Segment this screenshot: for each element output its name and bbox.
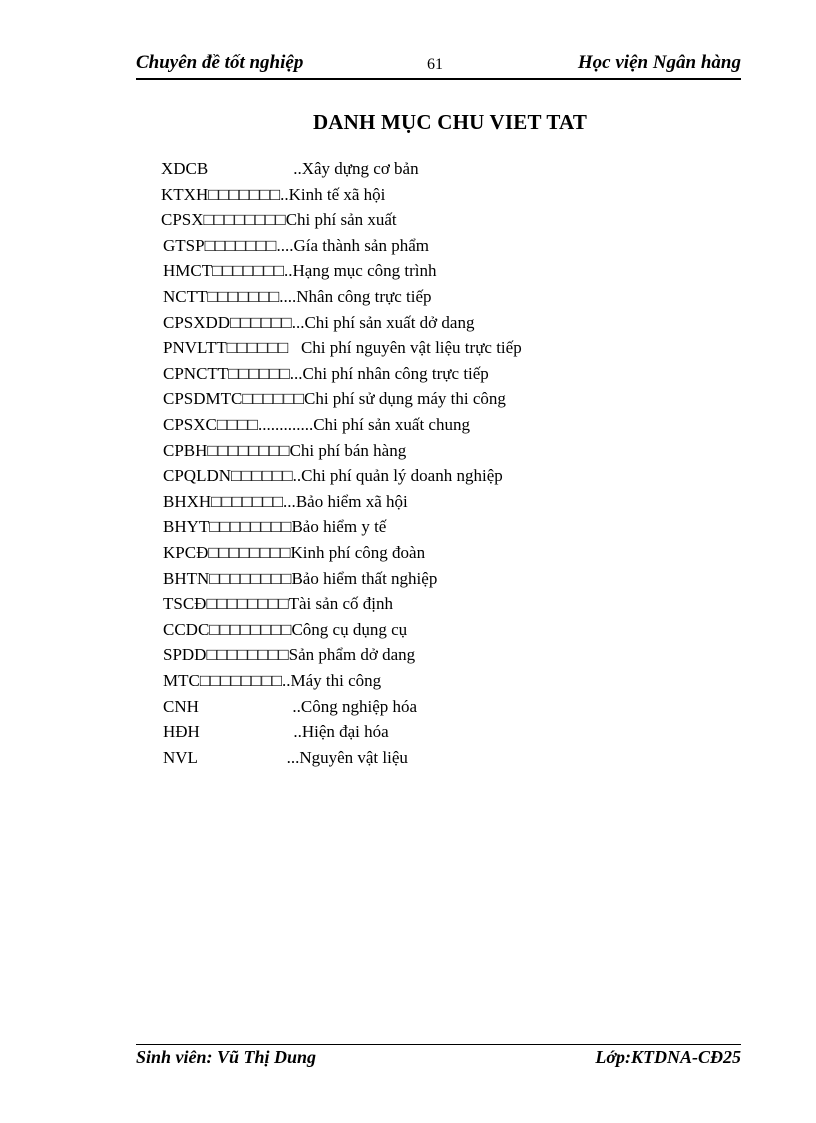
abbreviation-code: TSCĐ (163, 594, 207, 614)
abbreviation-separator: □□□□□□□□ (209, 517, 292, 537)
abbreviation-meaning: Máy thi công (290, 671, 382, 690)
abbreviation-code: HMCT (163, 261, 213, 281)
abbreviation-code: CPNCTT (163, 363, 229, 383)
abbreviation-code: CPBH (163, 440, 208, 460)
abbreviation-code: SPDD (163, 645, 207, 665)
abbreviation-separator: □□□□□□□□ (207, 440, 290, 460)
abbreviation-meaning: Bảo hiểm y tế (291, 517, 387, 537)
abbreviation-row (163, 642, 415, 667)
abbreviation-meaning: Hiện đại hóa (301, 722, 389, 742)
abbreviation-separator: .. (208, 159, 302, 178)
page-footer (136, 1044, 741, 1071)
abbreviation-row (161, 182, 385, 207)
abbreviation-meaning: Bảo hiểm thất nghiệp (291, 568, 438, 588)
abbreviation-meaning: Chi phí nhân công trực tiếp (302, 363, 489, 383)
abbreviation-row (163, 668, 381, 693)
page-number: 61 (427, 56, 443, 73)
abbreviation-row (163, 438, 406, 463)
abbreviation-meaning: Kinh tế xã hội (288, 184, 386, 204)
abbreviation-code: GTSP (163, 235, 205, 255)
abbreviation-meaning: Chi phí bán hàng (289, 440, 407, 460)
footer-class: Lớp:KTDNA-CĐ25 (595, 1047, 741, 1067)
abbreviation-separator: □□□□□□□... (211, 491, 296, 511)
abbreviation-row (163, 617, 407, 642)
abbreviation-row (163, 233, 429, 258)
abbreviation-code: KTXH (161, 184, 209, 204)
abbreviation-meaning: Gía thành sản phẩm (293, 235, 429, 255)
abbreviation-code: BHXH (163, 491, 212, 511)
abbreviation-separator: □□□□□□□.... (204, 235, 294, 255)
abbreviation-row (161, 156, 419, 181)
abbreviation-code: KPCĐ (163, 543, 209, 562)
abbreviation-code: PNVLTT (163, 338, 227, 358)
abbreviation-separator: .. (198, 696, 301, 716)
abbreviation-row (163, 694, 417, 719)
abbreviation-code: CCDC (163, 619, 210, 639)
abbreviation-row (163, 463, 503, 488)
abbreviation-row (163, 540, 425, 565)
abbreviation-row (163, 258, 437, 283)
abbreviation-separator: □□□□□□□□ (209, 619, 292, 639)
abbreviation-separator: □□□□□□... (230, 312, 305, 332)
abbreviation-row (163, 412, 470, 437)
abbreviation-code: CPQLDN (163, 466, 232, 486)
abbreviation-code: CPSX (161, 210, 204, 230)
abbreviation-meaning: Chi phí sản xuất (285, 210, 397, 230)
abbreviation-row (161, 207, 397, 232)
abbreviation-meaning: Chi phí nguyên vật liệu trực tiếp (300, 338, 522, 358)
abbreviation-meaning: Kinh phí công đoàn (290, 543, 426, 562)
abbreviation-separator: □□□□□□□.. (212, 261, 293, 281)
abbreviation-code: CNH (163, 696, 199, 716)
header-document-type: Chuyên đề tốt nghiệp (136, 52, 304, 73)
abbreviation-row (163, 310, 474, 335)
abbreviation-code: NCTT (163, 287, 208, 306)
abbreviation-meaning: Chi phí sản xuất dở dang (304, 312, 475, 332)
abbreviation-separator: □□□□□□ (242, 389, 304, 409)
abbreviation-separator: □□□□□□ (226, 338, 301, 358)
abbreviation-code: CPSDMTC (163, 389, 243, 409)
abbreviation-separator: □□□□□□□□ (206, 594, 289, 614)
abbreviation-row (163, 566, 437, 591)
page-title: DANH MỤC CHU VIET TAT (312, 110, 588, 134)
abbreviation-meaning: Nhân công trực tiếp (296, 287, 432, 306)
abbreviation-separator: □□□□□□□□.. (199, 671, 291, 690)
abbreviation-meaning: Nguyên vật liệu (299, 747, 408, 767)
abbreviation-separator: .. (199, 722, 302, 742)
abbreviation-row (163, 489, 408, 514)
abbreviation-code: CPSXDD (163, 312, 231, 332)
abbreviation-code: NVL (163, 747, 198, 767)
abbreviation-code: BHTN (163, 568, 210, 588)
abbreviation-row (163, 591, 393, 616)
abbreviation-code: BHYT (163, 517, 210, 537)
abbreviation-row (163, 514, 386, 539)
abbreviation-code: CPSXC (163, 415, 217, 434)
header-institution: Học viện Ngân hàng (577, 52, 741, 73)
abbreviation-row (163, 284, 432, 309)
abbreviation-row (163, 745, 408, 770)
abbreviation-separator: □□□□□□□.. (208, 184, 289, 204)
abbreviation-meaning: Bảo hiểm xã hội (295, 491, 408, 511)
abbreviation-separator: □□□□□□□.... (207, 287, 297, 306)
abbreviation-row (163, 335, 522, 360)
abbreviation-separator: ... (197, 747, 300, 767)
abbreviation-code: XDCB (161, 159, 209, 178)
abbreviation-meaning: Tài sản cố định (288, 594, 393, 614)
abbreviation-separator: □□□□□□□□ (209, 568, 292, 588)
abbreviation-separator: □□□□□□□□ (208, 543, 291, 562)
abbreviation-meaning: Chi phí sử dụng máy thi công (303, 389, 506, 409)
footer-student-name: Sinh viên: Vũ Thị Dung (136, 1047, 317, 1067)
abbreviation-meaning: Công cụ dụng cụ (291, 619, 408, 639)
page-header (136, 52, 741, 80)
abbreviation-meaning: Chi phí sản xuất chung (313, 415, 470, 434)
abbreviation-meaning: Xây dựng cơ bản (301, 159, 419, 178)
abbreviation-separator: □□□□□□... (228, 363, 303, 383)
abbreviation-meaning: Sản phẩm dở dang (288, 645, 416, 665)
abbreviation-separator: □□□□□□□□ (206, 645, 289, 665)
abbreviation-meaning: Công nghiệp hóa (300, 696, 418, 716)
abbreviation-meaning: Chi phí quản lý doanh nghiệp (301, 466, 503, 486)
abbreviation-row (163, 386, 506, 411)
abbreviation-separator: □□□□□□.. (231, 466, 302, 486)
abbreviation-code: MTC (163, 671, 200, 690)
abbreviation-separator: □□□□............. (216, 415, 314, 434)
abbreviation-row (163, 719, 389, 744)
abbreviation-separator: □□□□□□□□ (203, 210, 286, 230)
abbreviation-code: HĐH (163, 722, 200, 742)
abbreviation-row (163, 361, 489, 386)
abbreviation-meaning: Hạng mục công trình (292, 261, 437, 281)
